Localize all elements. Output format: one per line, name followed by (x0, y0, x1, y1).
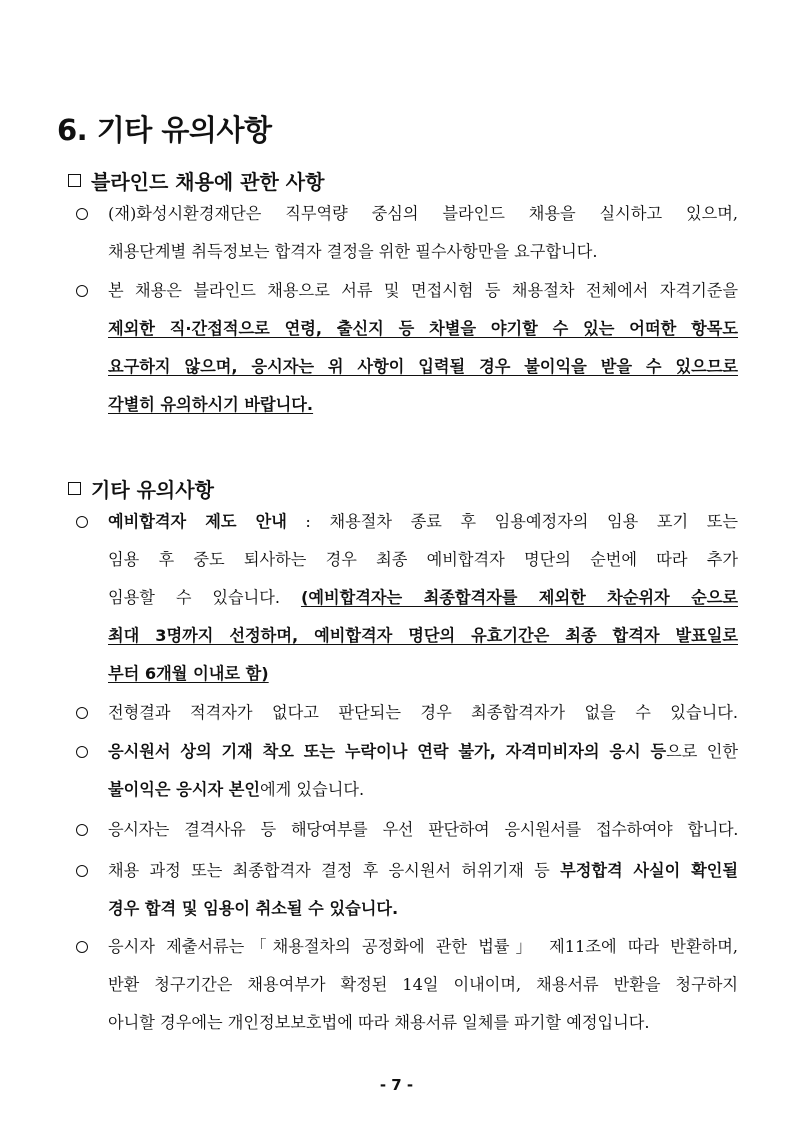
circle-bullet-icon (76, 208, 88, 220)
page-number: - 7 - (379, 1076, 414, 1094)
circle-bullet-icon (76, 941, 88, 953)
text-line: 응시자 제출서류는「채용절차의 공정화에 관한 법률」 제11조에 따라 반환하며, (108, 937, 738, 956)
circle-bullet-icon (76, 865, 88, 877)
text-line-emphasis: 각별히 유의하시기 바랍니다. (108, 395, 314, 414)
section-heading-blind (68, 166, 324, 195)
list-item (76, 815, 738, 845)
text-line-emphasis: 최대 3명까지 선정하며, 예비합격자 명단의 유효기간은 최종 합격자 발표일로 (108, 626, 738, 645)
list-item (76, 507, 738, 697)
list-item (76, 276, 738, 426)
circle-bullet-icon (76, 707, 88, 719)
list-item (76, 737, 738, 807)
list-item (76, 856, 738, 926)
text-line: 본 채용은 블라인드 채용으로 서류 및 면접시험 등 채용절차 전체에서 자격기준을 (108, 281, 738, 300)
text-line: 예비합격자 제도 안내 : 채용절차 종료 후 임용예정자의 임용 포기 또는 (108, 512, 738, 531)
list-item (76, 199, 738, 259)
checkbox-square-icon (68, 174, 81, 187)
text-line-emphasis: 부터 6개월 이내로 함) (108, 664, 269, 683)
circle-bullet-icon (76, 746, 88, 758)
section-heading-label: 기타 유의사항 (91, 478, 214, 502)
section-heading-other (68, 474, 214, 503)
section-heading-label: 블라인드 채용에 관한 사항 (91, 170, 325, 194)
list-item (76, 698, 738, 728)
circle-bullet-icon (76, 285, 88, 297)
checkbox-square-icon (68, 482, 81, 495)
text-line-emphasis: 경우 합격 및 임용이 취소될 수 있습니다. (108, 899, 399, 918)
text-line: 전형결과 적격자가 없다고 판단되는 경우 최종합격자가 없을 수 있습니다. (108, 703, 738, 722)
text-line: 채용단계별 취득정보는 합격자 결정을 위한 필수사항만을 요구합니다. (108, 242, 598, 261)
text-line: 불이익은 응시자 본인에게 있습니다. (108, 780, 365, 799)
text-line: 임용할 수 있습니다. (예비합격자는 최종합격자를 제외한 차순위자 순으로 (108, 588, 738, 607)
text-line-emphasis: 제외한 직·간접적으로 연령, 출신지 등 차별을 야기할 수 있는 어떠한 항목도 (108, 319, 738, 338)
text-line: 반환 청구기간은 채용여부가 확정된 14일 이내이며, 채용서류 반환을 청구하지 (108, 975, 738, 994)
text-line: 임용 후 중도 퇴사하는 경우 최종 예비합격자 명단의 순번에 따라 추가 (108, 550, 738, 569)
circle-bullet-icon (76, 516, 88, 528)
page-title: 6. 기타 유의사항 (57, 113, 272, 147)
text-line-emphasis: 요구하지 않으며, 응시자는 위 사항이 입력될 경우 불이익을 받을 수 있으므로 (108, 357, 738, 376)
text-line: 응시자는 결격사유 등 해당여부를 우선 판단하여 응시원서를 접수하여야 합니다. (108, 820, 738, 839)
text-line: 채용 과정 또는 최종합격자 결정 후 응시원서 허위기재 등 부정합격 사실이 확인될 (108, 861, 738, 880)
circle-bullet-icon (76, 824, 88, 836)
text-line: 아니할 경우에는 개인정보보호법에 따라 채용서류 일체를 파기할 예정입니다. (108, 1013, 650, 1032)
text-line: 응시원서 상의 기재 착오 또는 누락이나 연락 불가, 자격미비자의 응시 등으로 인한 (108, 742, 738, 761)
list-item (76, 932, 738, 1042)
text-line: (재)화성시환경재단은 직무역량 중심의 블라인드 채용을 실시하고 있으며, (108, 204, 738, 223)
